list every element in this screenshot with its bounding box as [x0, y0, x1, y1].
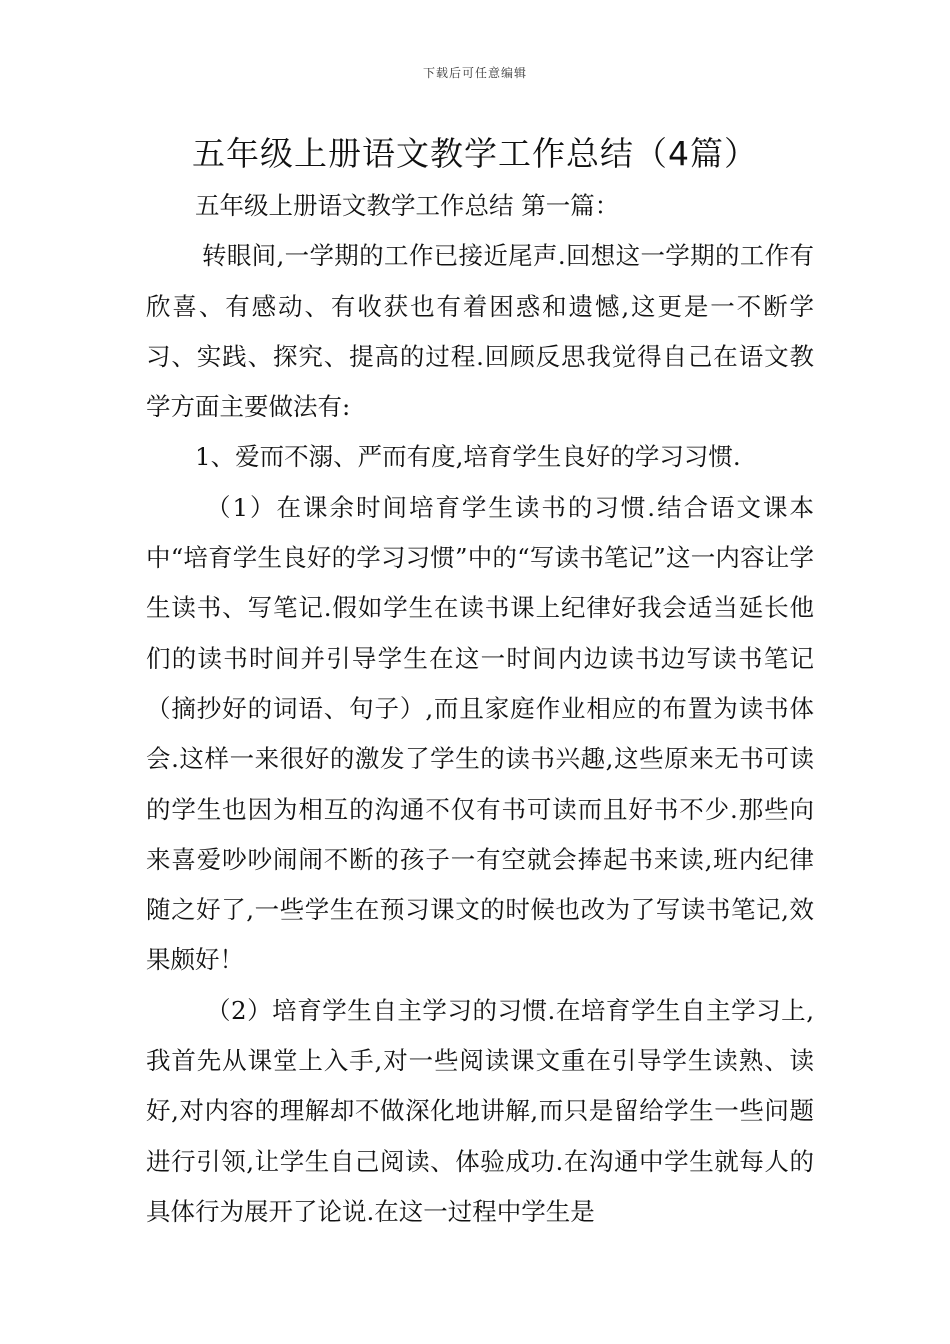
paragraph-reading-habit: （1）在课余时间培育学生读书的习惯.结合语文课本中“培育学生良好的学习习惯”中的“写读书笔记”这一内容让学生读书、写笔记.假如学生在读书课上纪律好我会适当延长他们的读书时间并引导学生在这一时间内边读书边写读书笔记（摘抄好的词语、句子）,而且家庭作业相应的布置为读书体会.这样一来很好的激发了学生的读书兴趣,这些原来无书可读的学生也因为相互的沟通不仅有书可读而且好书不少.那些向来喜爱吵吵闹闹不断的孩子一有空就会捧起书来读,班内纪律随之好了,一些学生在预习课文的时候也改为了写读书笔记,效果颇好！ — [146, 492, 814, 975]
header-note: 下载后可任意编辑 — [422, 66, 527, 80]
document-body — [146, 181, 814, 1237]
paragraph-self-study-habit: （2）培育学生自主学习的习惯.在培育学生自主学习上,我首先从课堂上入手,对一些阅读课文重在引导学生读熟、读好,对内容的理解却不做深化地讲解,而只是留给学生一些问题进行引领,让学生自己阅读、体验成功.在沟通中学生就每人的具体行为展开了论说.在这一过程中学生是 — [146, 995, 814, 1226]
paragraph-point-1: 1、爱而不溺、严而有度,培育学生良好的学习习惯. — [195, 442, 741, 472]
document-title: 五年级上册语文教学工作总结（4篇） — [192, 134, 758, 173]
section-subheading: 五年级上册语文教学工作总结 第一篇： — [195, 191, 620, 220]
paragraph-intro: 转眼间,一学期的工作已接近尾声.回想这一学期的工作有欣喜、有感动、有收获也有着困惑和遗憾,这更是一不断学习、实践、探究、提高的过程.回顾反思我觉得自己在语文教学方面主要做法有: — [146, 241, 814, 422]
